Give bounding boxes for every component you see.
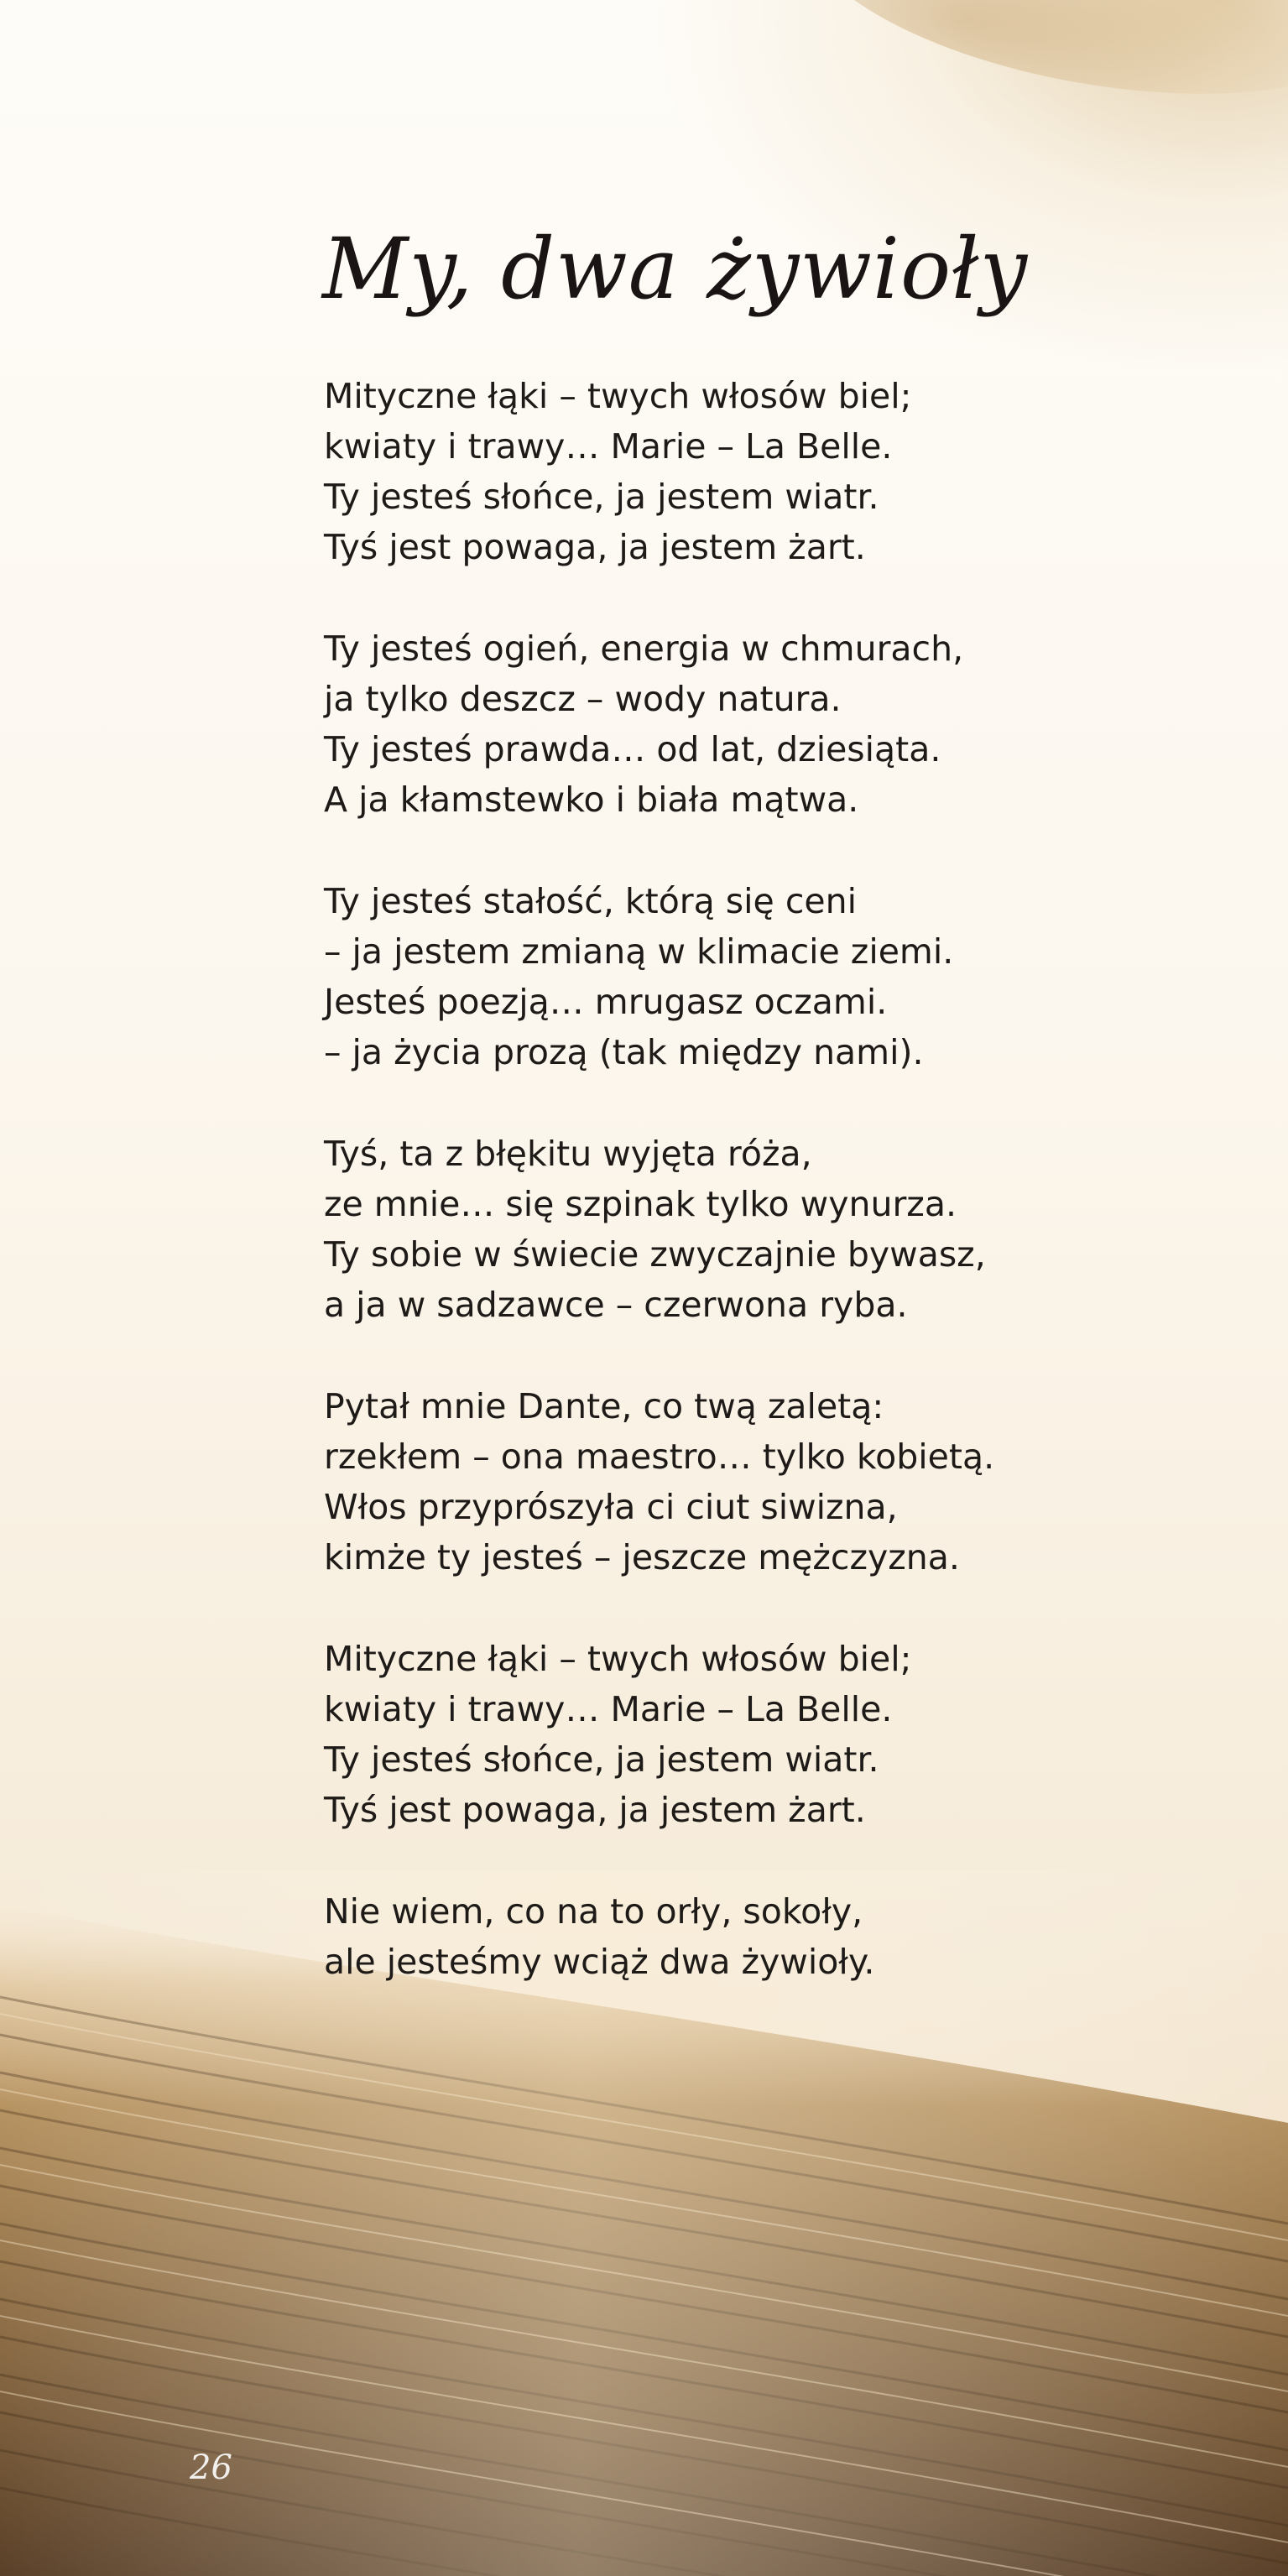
stanza xyxy=(324,623,1163,825)
poem-title: My, dwa żywioły xyxy=(322,220,1029,318)
poem-line: Nie wiem, co na to orły, sokoły, xyxy=(324,1891,863,1932)
poem-line: Ty jesteś ogień, energia w chmurach, xyxy=(324,628,964,669)
poem-line: Ty jesteś stałość, którą się ceni xyxy=(324,881,857,921)
poem-line: A ja kłamstewko i biała mątwa. xyxy=(324,780,859,820)
stanza xyxy=(324,1886,1163,1987)
poem-line: kwiaty i trawy… Marie – La Belle. xyxy=(324,426,893,467)
poem-line: Jesteś poezją… mrugasz oczami. xyxy=(324,982,888,1022)
poem-line: Tyś, ta z błękitu wyjęta róża, xyxy=(324,1134,812,1174)
poem-line: rzekłem – ona maestro… tylko kobietą. xyxy=(324,1437,995,1477)
stanza xyxy=(324,876,1163,1077)
poem-line: Mityczne łąki – twych włosów biel; xyxy=(324,376,912,416)
poem-line: Ty jesteś prawda… od lat, dziesiąta. xyxy=(324,729,941,769)
poem-line: ze mnie… się szpinak tylko wynurza. xyxy=(324,1184,957,1224)
poem-line: ale jesteśmy wciąż dwa żywioły. xyxy=(324,1942,875,1982)
stanza xyxy=(324,1634,1163,1835)
poem-line: Tyś jest powaga, ja jestem żart. xyxy=(324,527,866,567)
poem-body xyxy=(324,371,1163,2038)
poem-line: – ja życia prozą (tak między nami). xyxy=(324,1032,924,1072)
page-number: 26 xyxy=(190,2448,232,2487)
poem-line: Tyś jest powaga, ja jestem żart. xyxy=(324,1790,866,1830)
poem-line: kwiaty i trawy… Marie – La Belle. xyxy=(324,1689,893,1729)
stanza xyxy=(324,371,1163,572)
poem-line: ja tylko deszcz – wody natura. xyxy=(324,679,842,719)
poem-line: Ty jesteś słońce, ja jestem wiatr. xyxy=(324,1739,879,1780)
poem-line: Ty jesteś słońce, ja jestem wiatr. xyxy=(324,477,879,517)
poem-line: kimże ty jesteś – jeszcze mężczyzna. xyxy=(324,1537,960,1577)
poem-line: Ty sobie w świecie zwyczajnie bywasz, xyxy=(324,1234,986,1275)
poem-line: Włos przyprószyła ci ciut siwizna, xyxy=(324,1487,898,1527)
stanza xyxy=(324,1381,1163,1583)
paper-curl-decoration xyxy=(787,0,1288,133)
poem-line: Mityczne łąki – twych włosów biel; xyxy=(324,1639,912,1679)
poem-line: Pytał mnie Dante, co twą zaletą: xyxy=(324,1386,884,1426)
stanza xyxy=(324,1129,1163,1330)
poem-line: – ja jestem zmianą w klimacie ziemi. xyxy=(324,931,954,972)
poem-line: a ja w sadzawce – czerwona ryba. xyxy=(324,1285,908,1325)
